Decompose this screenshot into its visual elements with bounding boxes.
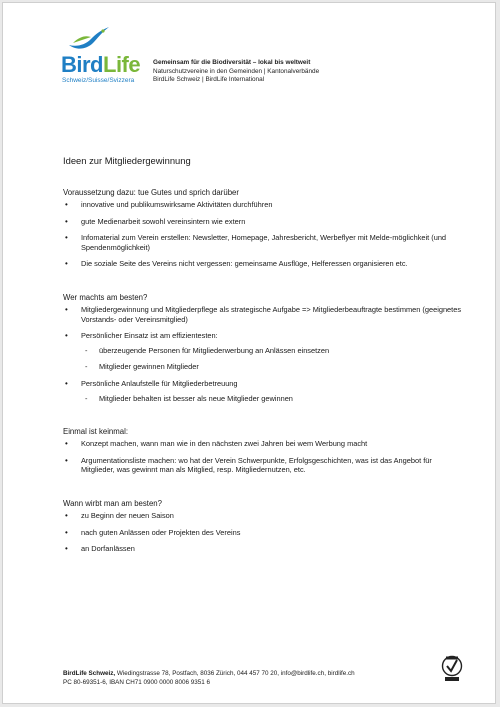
bullet-list [63, 305, 463, 403]
logo-subtitle: Schweiz/Suisse/Svizzera [62, 77, 135, 84]
logo-wordmark: BirdLife [61, 52, 141, 77]
footer-org: BirdLife Schweiz, [63, 670, 116, 677]
section-heading: Einmal ist keinmal: [63, 427, 128, 437]
document-page [2, 2, 496, 704]
birdlife-logo [61, 25, 151, 89]
tagline-line-2: Naturschutzvereine in den Gemeinden | Kantonalverbände [153, 67, 320, 75]
footer-address: Wiedingstrasse 78, Postfach, 8036 Zürich, 044 457 70 20, info@birdlife.ch, birdlife.ch [115, 670, 355, 677]
list-item: • innovative und publikumswirksame Aktivitäten durchführen [65, 200, 273, 209]
list-item: • an Dorfanlässen [65, 544, 135, 554]
tagline-line-3: BirdLife Schweiz | BirdLife International [153, 76, 265, 84]
list-item: • Die soziale Seite des Vereins nicht vergessen: gemeinsame Ausflüge, Helferessen organisieren etc. [65, 259, 408, 269]
list-item: • Konzept machen, wann man wie in den nächsten zwei Jahren bei wem Werbung macht [65, 439, 368, 449]
bullet-list [63, 511, 463, 554]
list-item: • Persönliche Anlaufstelle für Mitgliederbetreuung - Mitglieder behalten ist besser als neue Mitglieder gewinnen [63, 379, 463, 403]
section-heading: Voraussetzung dazu: tue Gutes und sprich darüber [63, 188, 239, 197]
letterhead-tagline [153, 59, 319, 85]
footer-line-2: PC 80-69351-6, IBAN CH71 0900 0000 8006 9351 6 [63, 678, 211, 686]
section-wann [63, 499, 463, 554]
section-voraussetzung [63, 188, 463, 269]
list-item: • nach guten Anlässen oder Projekten des Vereins [65, 527, 241, 537]
zewo-seal-icon [441, 655, 463, 683]
section-einmal [63, 427, 463, 475]
document-body [63, 155, 463, 578]
bullet-list [63, 200, 463, 269]
list-item: • zu Beginn der neuen Saison [65, 510, 174, 520]
sub-list [81, 394, 463, 404]
list-item: • gute Medienarbeit sowohl vereinsintern wie extern [65, 216, 246, 226]
document-title: Ideen zur Mitgliedergewinnung [63, 155, 191, 166]
sub-list-item: - überzeugende Personen für Mitgliederwerbung an Anlässen einsetzen [85, 345, 330, 355]
bullet-list [63, 439, 463, 475]
section-heading: Wer machts am besten? [63, 292, 148, 302]
sub-list-item: - Mitglieder gewinnen Mitglieder [85, 362, 199, 372]
sub-list [81, 346, 463, 372]
bird-logo-icon [67, 25, 111, 55]
section-heading: Wann wirbt man am besten? [63, 498, 162, 508]
footer-line-1 [63, 670, 355, 679]
letterhead-footer [63, 670, 355, 687]
list-item: • Persönlicher Einsatz ist am effizientesten: - überzeugende Personen für Mitgliederwerbung an Anlässen einsetzen - Mitglieder gewinnen Mitglieder [63, 331, 463, 372]
list-item: • Infomaterial zum Verein erstellen: Newsletter, Homepage, Jahresbericht, Werbeflyer mit Melde-möglichkeit (und Spendenmöglichkeit) [65, 233, 447, 252]
section-wer-machts [63, 293, 463, 403]
tagline-line-1: Gemeinsam für die Biodiversität – lokal bis weltweit [153, 59, 311, 66]
list-item: • Argumentationsliste machen: wo hat der Verein Schwerpunkte, Erfolgsgeschichten, was ist das Angebot für Mitglieder, was gewinnt man als Mitglied, resp. Mitgliedernutzen, etc. [65, 455, 432, 475]
sub-list-item: - Mitglieder behalten ist besser als neue Mitglieder gewinnen [85, 393, 293, 403]
list-item: • Mitgliedergewinnung und Mitgliederpflege als strategische Aufgabe => Mitgliederbeauftragte bestimmen (geeignetes Vorstands- oder Vereinsmitglied) [65, 304, 462, 324]
